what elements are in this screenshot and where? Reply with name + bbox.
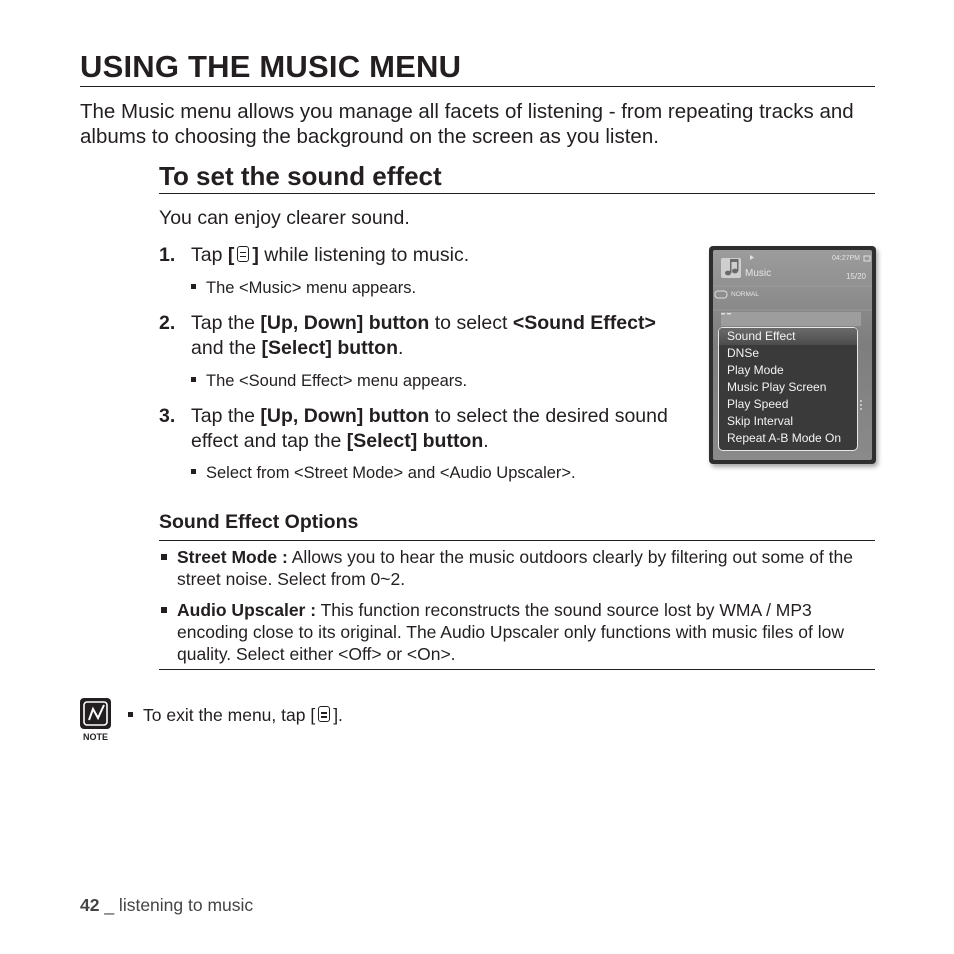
option-label: Street Mode : — [177, 547, 288, 567]
bullet-icon — [191, 469, 196, 474]
step-text: Tap the [Up, Down] button to select <Sound Effect> and the [Select] button. — [191, 312, 656, 359]
note-label: NOTE — [82, 732, 108, 742]
bullet-icon — [191, 284, 196, 289]
option-label: Audio Upscaler : — [177, 600, 317, 620]
step-2 — [159, 311, 684, 361]
page-number: 42 — [80, 895, 100, 915]
step-3 — [159, 404, 684, 454]
option-text: This function reconstructs the sound source lost by WMA / MP3 encoding close to its original. The Audio Upscaler only functions with music files of low quality. Select either <Off> or <On>. — [177, 600, 844, 664]
menu-item-play-speed[interactable]: Play Speed — [727, 397, 789, 411]
footer-text: _ listening to music — [99, 895, 254, 915]
step-text: Tap the [Up, Down] button to select the desired sound effect and tap the [Select] button. — [191, 405, 668, 452]
note-text: To exit the menu, tap [ ]. — [128, 704, 343, 726]
menu-icon — [237, 246, 249, 262]
bullet-icon — [128, 712, 133, 717]
menu-item-play-mode[interactable]: Play Mode — [727, 363, 784, 377]
options-divider — [159, 669, 875, 670]
bullet-icon — [161, 607, 167, 613]
note-icon — [80, 698, 111, 729]
menu-item-sound-effect[interactable]: Sound Effect — [719, 328, 857, 345]
section-title: To set the sound effect — [159, 160, 875, 194]
page-footer — [80, 894, 253, 916]
step-number: 1. — [159, 244, 176, 266]
menu-item-repeat-ab[interactable]: Repeat A-B Mode On — [727, 431, 842, 445]
step-text: Tap [ ] while listening to music. — [191, 244, 470, 266]
bullet-icon — [161, 554, 167, 560]
options-title: Sound Effect Options — [159, 510, 875, 541]
intro-paragraph: The Music menu allows you manage all facets of listening - from repeating tracks and albums to choosing the background on the screen as you listen. — [80, 100, 854, 148]
app-label: Music — [745, 268, 772, 279]
menu-item-dnse[interactable]: DNSe — [727, 346, 760, 360]
step-number: 2. — [159, 312, 176, 334]
step-1 — [159, 243, 684, 268]
menu-item-music-play-screen[interactable]: Music Play Screen — [727, 380, 827, 394]
clock: 04:27PM — [831, 255, 860, 262]
device-screenshot — [709, 246, 876, 464]
menu-item-skip-interval[interactable]: Skip Interval — [727, 414, 794, 428]
device-screen — [713, 250, 872, 460]
sound-menu-popup — [718, 327, 858, 451]
page-title: USING THE MUSIC MENU — [80, 50, 875, 87]
section-lead: You can enjoy clearer sound. — [159, 207, 410, 229]
step-3-sub: Select from <Street Mode> and <Audio Upscaler>. — [191, 463, 576, 483]
option-text: Allows you to hear the music outdoors clearly by filtering out some of the street noise. Select from 0~2. — [177, 547, 854, 589]
repeat-mode: NORMAL — [731, 291, 759, 298]
track-counter: 15/20 — [845, 272, 866, 281]
option-street-mode — [159, 546, 879, 590]
bullet-icon — [191, 377, 196, 382]
option-audio-upscaler — [159, 599, 879, 665]
step-number: 3. — [159, 405, 176, 427]
step-1-sub: The <Music> menu appears. — [191, 278, 416, 298]
menu-icon — [318, 706, 330, 722]
step-2-sub: The <Sound Effect> menu appears. — [191, 371, 467, 391]
